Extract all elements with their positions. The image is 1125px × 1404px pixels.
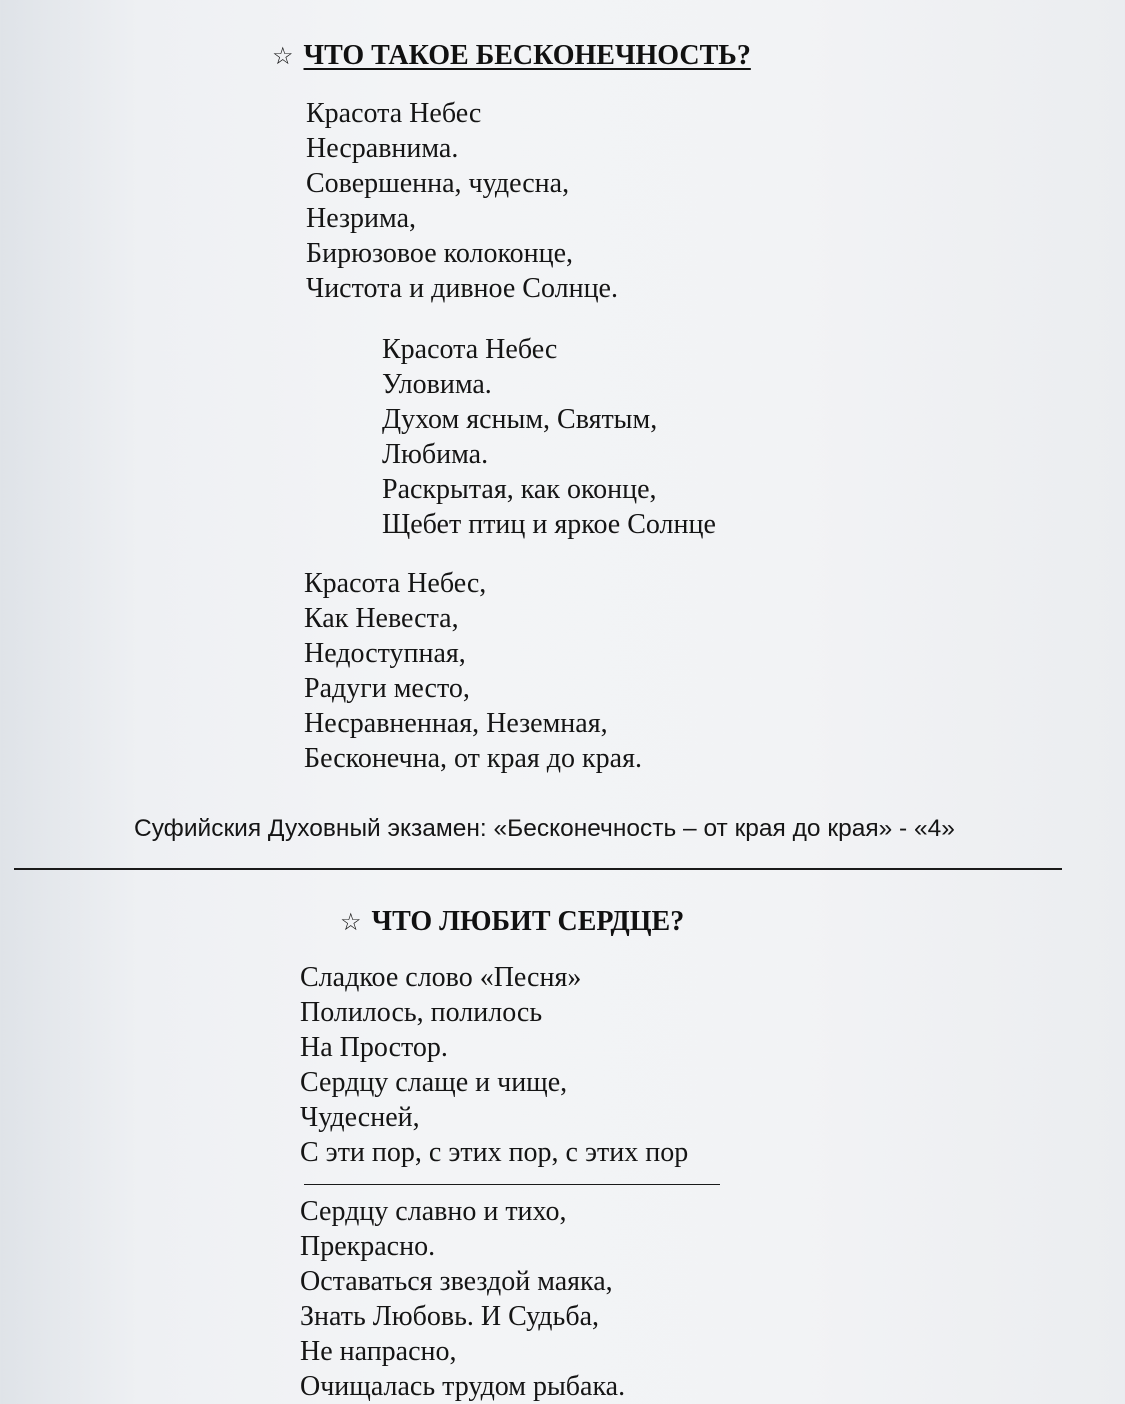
poem-title: [272, 40, 751, 73]
poem-line: Несравненная, Неземная,: [304, 708, 608, 739]
poem-title-text: ЧТО ТАКОЕ БЕСКОНЕЧНОСТЬ?: [303, 40, 751, 71]
poem-line: Бесконечна, от края до края.: [304, 743, 642, 774]
poem-line: Красота Небес,: [304, 568, 487, 599]
star-icon: ☆: [272, 44, 294, 70]
poem-line: Недоступная,: [304, 638, 466, 669]
poem-stanza: [300, 960, 688, 1170]
section-divider: [14, 868, 1062, 870]
poem-line: Очищалась трудом рыбака.: [300, 1371, 626, 1402]
poem-stanza: [300, 1194, 625, 1404]
poem-caption: Суфийския Духовный экзамен: «Бесконечность – от края до края» - «4»: [134, 815, 955, 842]
poem-title: [340, 906, 684, 939]
stanza-divider: [304, 1184, 720, 1185]
poem-line: Сердцу слаще и чище,: [300, 1067, 568, 1098]
poem-line: Полилось, полилось: [300, 997, 543, 1028]
poem-stanza: [306, 96, 618, 306]
poem-line: Не напрасно,: [300, 1336, 457, 1367]
poem-line: Чудесней,: [300, 1102, 420, 1133]
star-icon: ☆: [340, 910, 362, 936]
poem-line: Бирюзовое колоконце,: [306, 238, 574, 269]
poem-title-text: ЧТО ЛЮБИТ СЕРДЦЕ?: [371, 906, 685, 937]
poem-line: Незрима,: [306, 203, 416, 234]
poem-line: Сладкое слово «Песня»: [300, 962, 582, 993]
poem-line: Духом ясным, Святым,: [382, 404, 658, 435]
poem-line: Оставаться звездой маяка,: [300, 1266, 613, 1297]
poem-line: Сердцу славно и тихо,: [300, 1196, 567, 1227]
poem-line: Красота Небес: [382, 334, 558, 365]
poem-line: Как Невеста,: [304, 603, 459, 634]
poem-line: Несравнима.: [306, 133, 459, 164]
poem-line: На Простор.: [300, 1032, 448, 1063]
poem-line: Красота Небес: [306, 98, 482, 129]
poem-stanza: [382, 332, 716, 542]
poem-line: Щебет птиц и яркое Солнце: [382, 509, 716, 540]
poem-line: Любима.: [382, 439, 489, 470]
poem-line: Прекрасно.: [300, 1231, 436, 1262]
poem-stanza: [304, 566, 642, 776]
poem-line: Радуги место,: [304, 673, 470, 704]
poem-line: Раскрытая, как оконце,: [382, 474, 657, 505]
poem-line: Уловима.: [382, 369, 492, 400]
poem-line: Знать Любовь. И Судьба,: [300, 1301, 599, 1332]
poem-line: Чистота и дивное Солнце.: [306, 273, 618, 304]
poem-line: Совершенна, чудесна,: [306, 168, 570, 199]
poem-line: С эти пор, с этих пор, с этих пор: [300, 1137, 689, 1168]
